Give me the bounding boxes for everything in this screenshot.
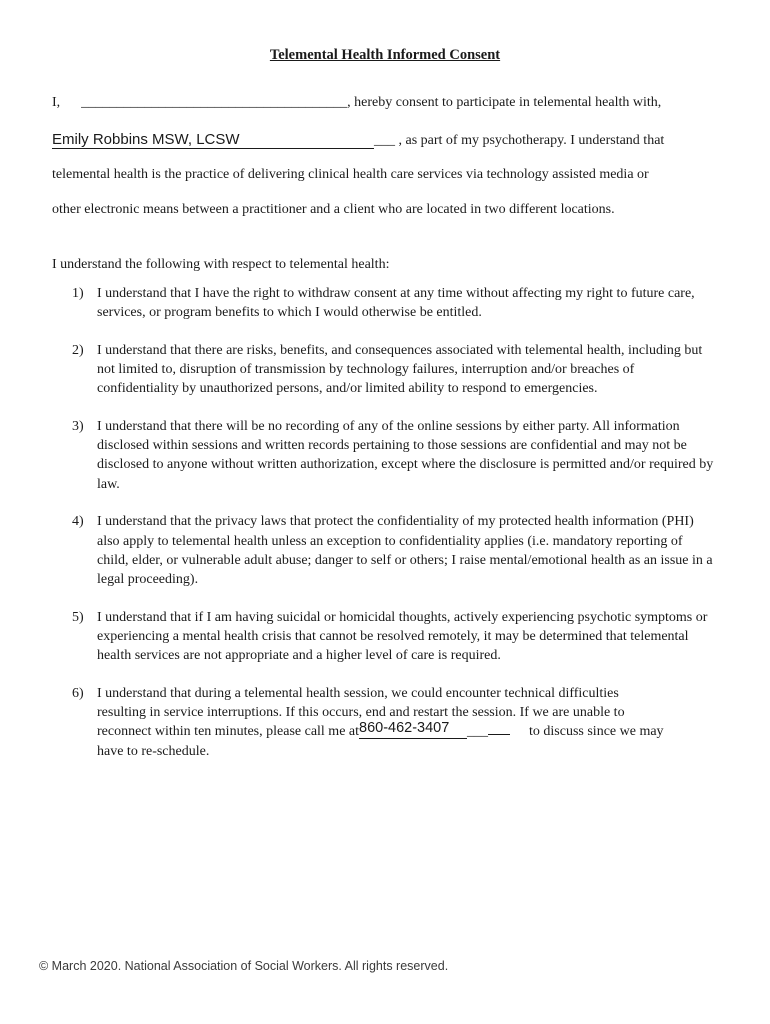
list-item <box>52 684 717 762</box>
consent-line-2-suffix: , as part of my psychotherapy. I understand that <box>398 133 665 148</box>
document-title: Telemental Health Informed Consent <box>269 47 501 63</box>
intro-statement: I understand the following with respect to telemental health: <box>52 257 390 272</box>
list-item <box>52 608 717 666</box>
item-text: I understand that the privacy laws that protect the confidentiality of my protected health information (PHI) also apply to telemental health unless an exception to confidentiality applies (i.e. mandatory reporting of child, elder, or vulnerable adult abuse; danger to self or others; I raise mental/emotional health as an issue in a legal proceeding). <box>97 514 713 587</box>
client-name-blank[interactable]: ______________________________________ <box>81 95 348 110</box>
phone-number-field[interactable]: 860-462-3407 <box>359 719 467 739</box>
item-text: I understand that I have the right to withdraw consent at any time without affecting my right to future care, services, or program benefits to which I would otherwise be entitled. <box>97 286 695 321</box>
consent-items-list <box>52 284 717 762</box>
consent-prefix: I, <box>52 95 61 110</box>
consent-line-1-suffix: , hereby consent to participate in telemental health with, <box>347 95 662 110</box>
item-number: 4) <box>72 514 84 530</box>
phone-blank-extra <box>488 722 510 735</box>
consent-line-1 <box>52 95 661 111</box>
phone-line-prefix: reconnect within ten minutes, please call me at <box>97 724 360 740</box>
item-text: I understand that there will be no recording of any of the online sessions by either party. All information disclosed within sessions and written records pertaining to those sessions are confidential and may not be disclosed to anyone without written authorization, except where the disclosure is permitted and/or required by law. <box>97 419 714 492</box>
practitioner-name-field[interactable]: Emily Robbins MSW, LCSW <box>52 131 374 149</box>
item-number: 3) <box>72 419 84 435</box>
consent-line-3: telemental health is the practice of delivering clinical health care services via technology assisted media or <box>52 167 649 182</box>
phone-line <box>97 722 717 742</box>
consent-line-4: other electronic means between a practitioner and a client who are located in two different locations. <box>52 202 615 217</box>
item-text: I understand that if I am having suicidal or homicidal thoughts, actively experiencing psychotic symptoms or experiencing a mental health crisis that cannot be resolved remotely, it may be determined that telemental health services are not appropriate and a higher level of care is required. <box>97 609 708 664</box>
item-text-line: I understand that during a telemental health session, we could encounter technical difficulties <box>97 685 619 701</box>
phone-blank-tail: ___ <box>467 724 489 740</box>
item-text-line: have to re-schedule. <box>97 744 210 760</box>
list-item <box>52 341 717 399</box>
item-number: 1) <box>72 286 84 301</box>
item-number: 2) <box>72 342 84 358</box>
list-item <box>52 417 717 494</box>
item-text: I understand that there are risks, benefits, and consequences associated with telemental health, including but not limited to, disruption of transmission by technology failures, interruption and/or breaches of confidentiality by unauthorized persons, and/or limited ability to respond to emergencies. <box>97 342 703 397</box>
list-item <box>52 284 717 322</box>
consent-line-2 <box>52 131 664 149</box>
list-item <box>52 512 717 589</box>
practitioner-blank-tail: ___ <box>374 133 395 148</box>
item-text-line: resulting in service interruptions. If this occurs, end and restart the session. If we are unable to <box>97 704 625 720</box>
item-number: 6) <box>72 685 84 701</box>
phone-line-suffix: to discuss since we may <box>529 724 664 740</box>
copyright-footer: © March 2020. National Association of Social Workers. All rights reserved. <box>39 959 449 973</box>
item-number: 5) <box>72 609 84 625</box>
